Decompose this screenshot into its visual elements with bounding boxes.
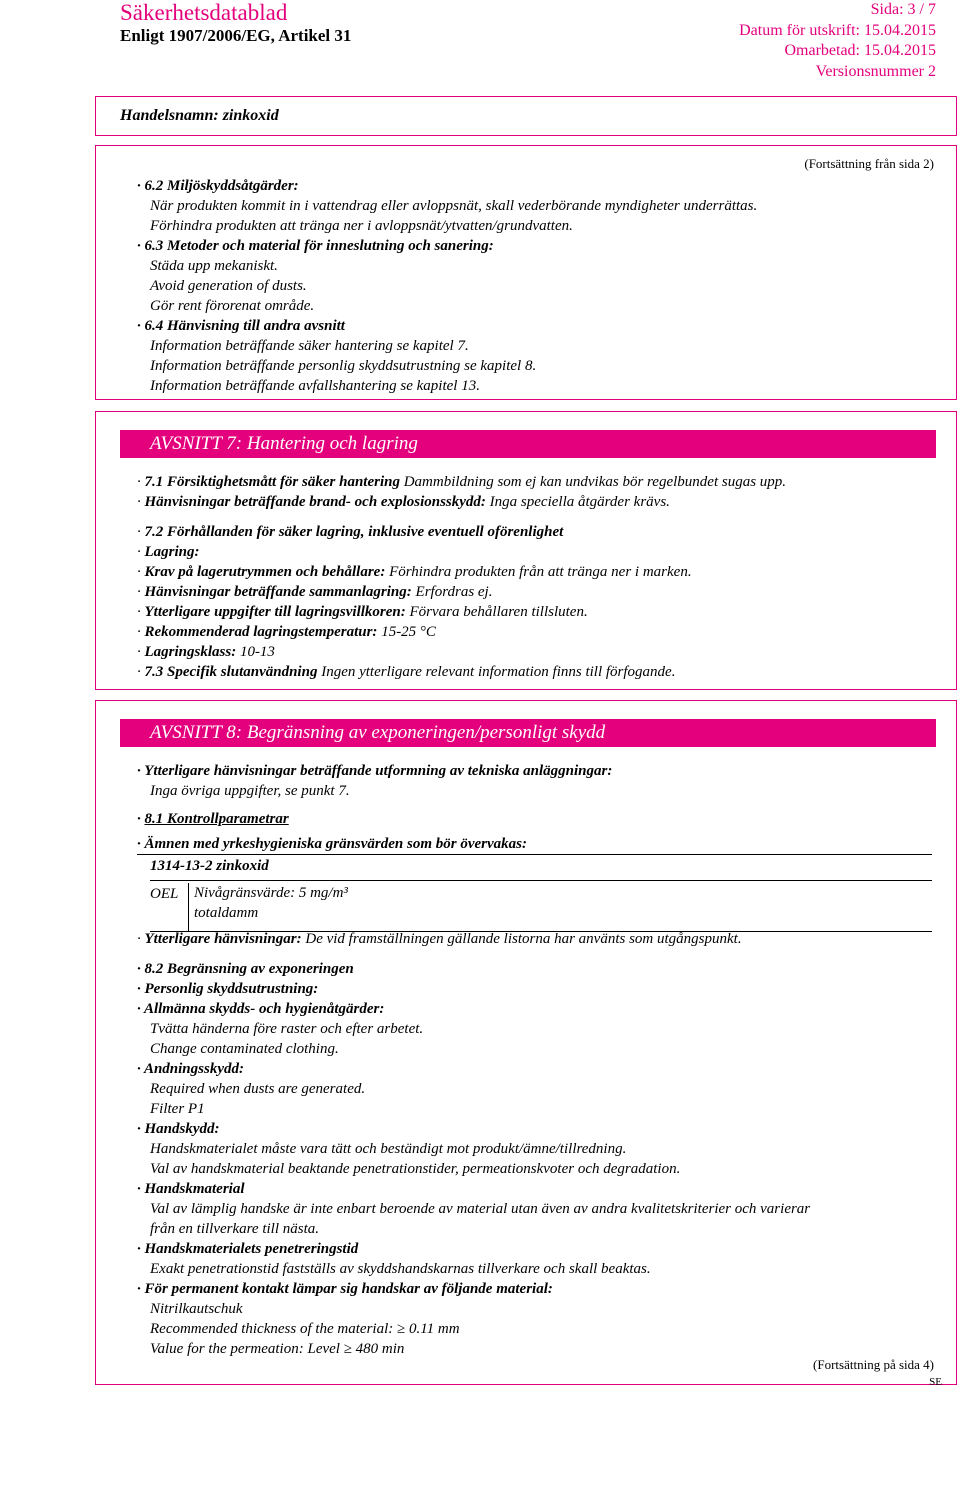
language-code: SE xyxy=(929,1376,942,1388)
line-7-2a: · Lagring: xyxy=(137,544,200,560)
section-7-box xyxy=(95,411,957,690)
line-7-2b: · Krav på lagerutrymmen och behållare: Förhindra produkten från att tränga ner i marken. xyxy=(137,564,692,580)
line-7-1: · 7.1 Försiktighetsmått för säker hantering Dammbildning som ej kan undvikas bör regelbundet sugas upp. xyxy=(137,474,787,490)
print-date: Datum för utskrift: 15.04.2015 xyxy=(739,21,936,39)
section-8-box xyxy=(95,700,957,1385)
oel-label: OEL xyxy=(150,883,189,931)
header-meta xyxy=(739,0,936,82)
text-6-3b: Avoid generation of dusts. xyxy=(150,278,307,294)
heading-8-2a: · Personlig skyddsutrustning: xyxy=(137,981,319,997)
text-6-4a: Information beträffande säker hantering se kapitel 7. xyxy=(150,338,469,354)
text-8-2g2: Recommended thickness of the material: ≥ 0.11 mm xyxy=(150,1321,460,1337)
continued-from-note: (Fortsättning från sida 2) xyxy=(804,156,934,171)
heading-8-1a: · Ämnen med yrkeshygieniska gränsvärden som bör övervakas: xyxy=(137,836,527,852)
section-7-heading: AVSNITT 7: Hantering och lagring xyxy=(120,430,936,458)
heading-6-4: · 6.4 Hänvisning till andra avsnitt xyxy=(137,318,345,334)
text-8-2g1: Nitrilkautschuk xyxy=(150,1301,243,1317)
substance-row xyxy=(150,858,932,881)
section-6-box xyxy=(95,145,957,400)
line-7-2: · 7.2 Förhållanden för säker lagring, inklusive eventuell oförenlighet xyxy=(137,524,564,540)
line-8-1b: · Ytterligare hänvisningar: De vid framställningen gällande listorna har använts som utgångspunkt. xyxy=(137,931,742,947)
text-8-2d2: Val av handskmaterial beaktande penetrationstider, permeationskvoter och degradation. xyxy=(150,1161,681,1177)
heading-8-2f: · Handskmaterialets penetreringstid xyxy=(137,1241,359,1257)
text-6-2a: När produkten kommit in i vattendrag eller avloppsnät, skall vederbörande myndigheter underrättas. xyxy=(150,198,758,214)
text-6-2b: Förhindra produkten att tränga ner i avloppsnät/ytvatten/grundvatten. xyxy=(150,218,573,234)
revised-date: Omarbetad: 15.04.2015 xyxy=(784,42,936,59)
text-6-3c: Gör rent förorenat område. xyxy=(150,298,315,314)
version-number: Versionsnummer 2 xyxy=(815,62,936,80)
divider-8-1a xyxy=(137,854,932,855)
text-8-2c1: Required when dusts are generated. xyxy=(150,1081,366,1097)
text-8-2b1: Tvätta händerna före raster och efter arbetet. xyxy=(150,1021,424,1037)
heading-8-2: · 8.2 Begränsning av exponeringen xyxy=(137,961,354,977)
line-7-2d: · Ytterligare uppgifter till lagringsvillkoren: Förvara behållaren tillsluten. xyxy=(137,604,588,620)
heading-tech: · Ytterligare hänvisningar beträffande utformning av tekniska anläggningar: xyxy=(137,763,613,779)
text-6-3a: Städa upp mekaniskt. xyxy=(150,258,278,274)
heading-8-2g: · För permanent kontakt lämpar sig handskar av följande material: xyxy=(137,1281,553,1297)
text-8-2b2: Change contaminated clothing. xyxy=(150,1041,339,1057)
text-6-4b: Information beträffande personlig skyddsutrustning se kapitel 8. xyxy=(150,358,537,374)
line-7-2f: · Lagringsklass: 10-13 xyxy=(137,644,275,660)
oel-value: Nivågränsvärde: 5 mg/m³ xyxy=(194,885,348,901)
heading-8-2c: · Andningsskydd: xyxy=(137,1061,244,1077)
continued-to-note: (Fortsättning på sida 4) xyxy=(813,1357,934,1372)
trade-name: Handelsnamn: zinkoxid xyxy=(120,107,279,124)
line-7-2c: · Hänvisningar beträffande sammanlagring: Erfordras ej. xyxy=(137,584,493,600)
text-tech: Inga övriga uppgifter, se punkt 7. xyxy=(150,783,350,799)
heading-6-3: · 6.3 Metoder och material för inneslutning och sanering: xyxy=(137,238,494,254)
text-8-2f: Exakt penetrationstid fastställs av skyddshandskarnas tillverkare och skall beaktas. xyxy=(150,1261,651,1277)
text-8-2d1: Handskmaterialet måste vara tätt och beständigt mot produkt/ämne/tillredning. xyxy=(150,1141,627,1157)
substance-name: 1314-13-2 zinkoxid xyxy=(150,858,269,874)
line-7-2e: · Rekommenderad lagringstemperatur: 15-25 °C xyxy=(137,624,436,640)
text-8-2c2: Filter P1 xyxy=(150,1101,205,1117)
line-7-3: · 7.3 Specifik slutanvändning Ingen ytterligare relevant information finns till förfogande. xyxy=(137,664,676,680)
text-8-2e1: Val av lämplig handske är inte enbart beroende av material utan även av andra kvalitetskriterier och varierar xyxy=(150,1201,811,1217)
heading-8-2e: · Handskmaterial xyxy=(137,1181,245,1197)
page-number: Sida: 3 / 7 xyxy=(870,1,936,18)
text-8-2g3: Value for the permeation: Level ≥ 480 min xyxy=(150,1341,405,1357)
document-regulation: Enligt 1907/2006/EG, Artikel 31 xyxy=(120,26,352,45)
document-title: Säkerhetsdatablad xyxy=(120,0,288,25)
trade-name-box xyxy=(95,96,957,136)
oel-row xyxy=(150,883,932,932)
section-8-heading: AVSNITT 8: Begränsning av exponeringen/personligt skydd xyxy=(120,719,936,747)
text-6-4c: Information beträffande avfallshantering se kapitel 13. xyxy=(150,378,480,394)
oel-note: totaldamm xyxy=(194,905,259,921)
heading-8-1: · 8.1 Kontrollparametrar xyxy=(137,811,289,827)
text-8-2e2: från en tillverkare till nästa. xyxy=(150,1221,320,1237)
oel-value-block xyxy=(194,883,348,923)
heading-8-2b: · Allmänna skydds- och hygienåtgärder: xyxy=(137,1001,385,1017)
heading-6-2: · 6.2 Miljöskyddsåtgärder: xyxy=(137,178,299,194)
line-7-1b: · Hänvisningar beträffande brand- och explosionsskydd: Inga speciella åtgärder krävs. xyxy=(137,494,670,510)
heading-8-2d: · Handskydd: xyxy=(137,1121,220,1137)
